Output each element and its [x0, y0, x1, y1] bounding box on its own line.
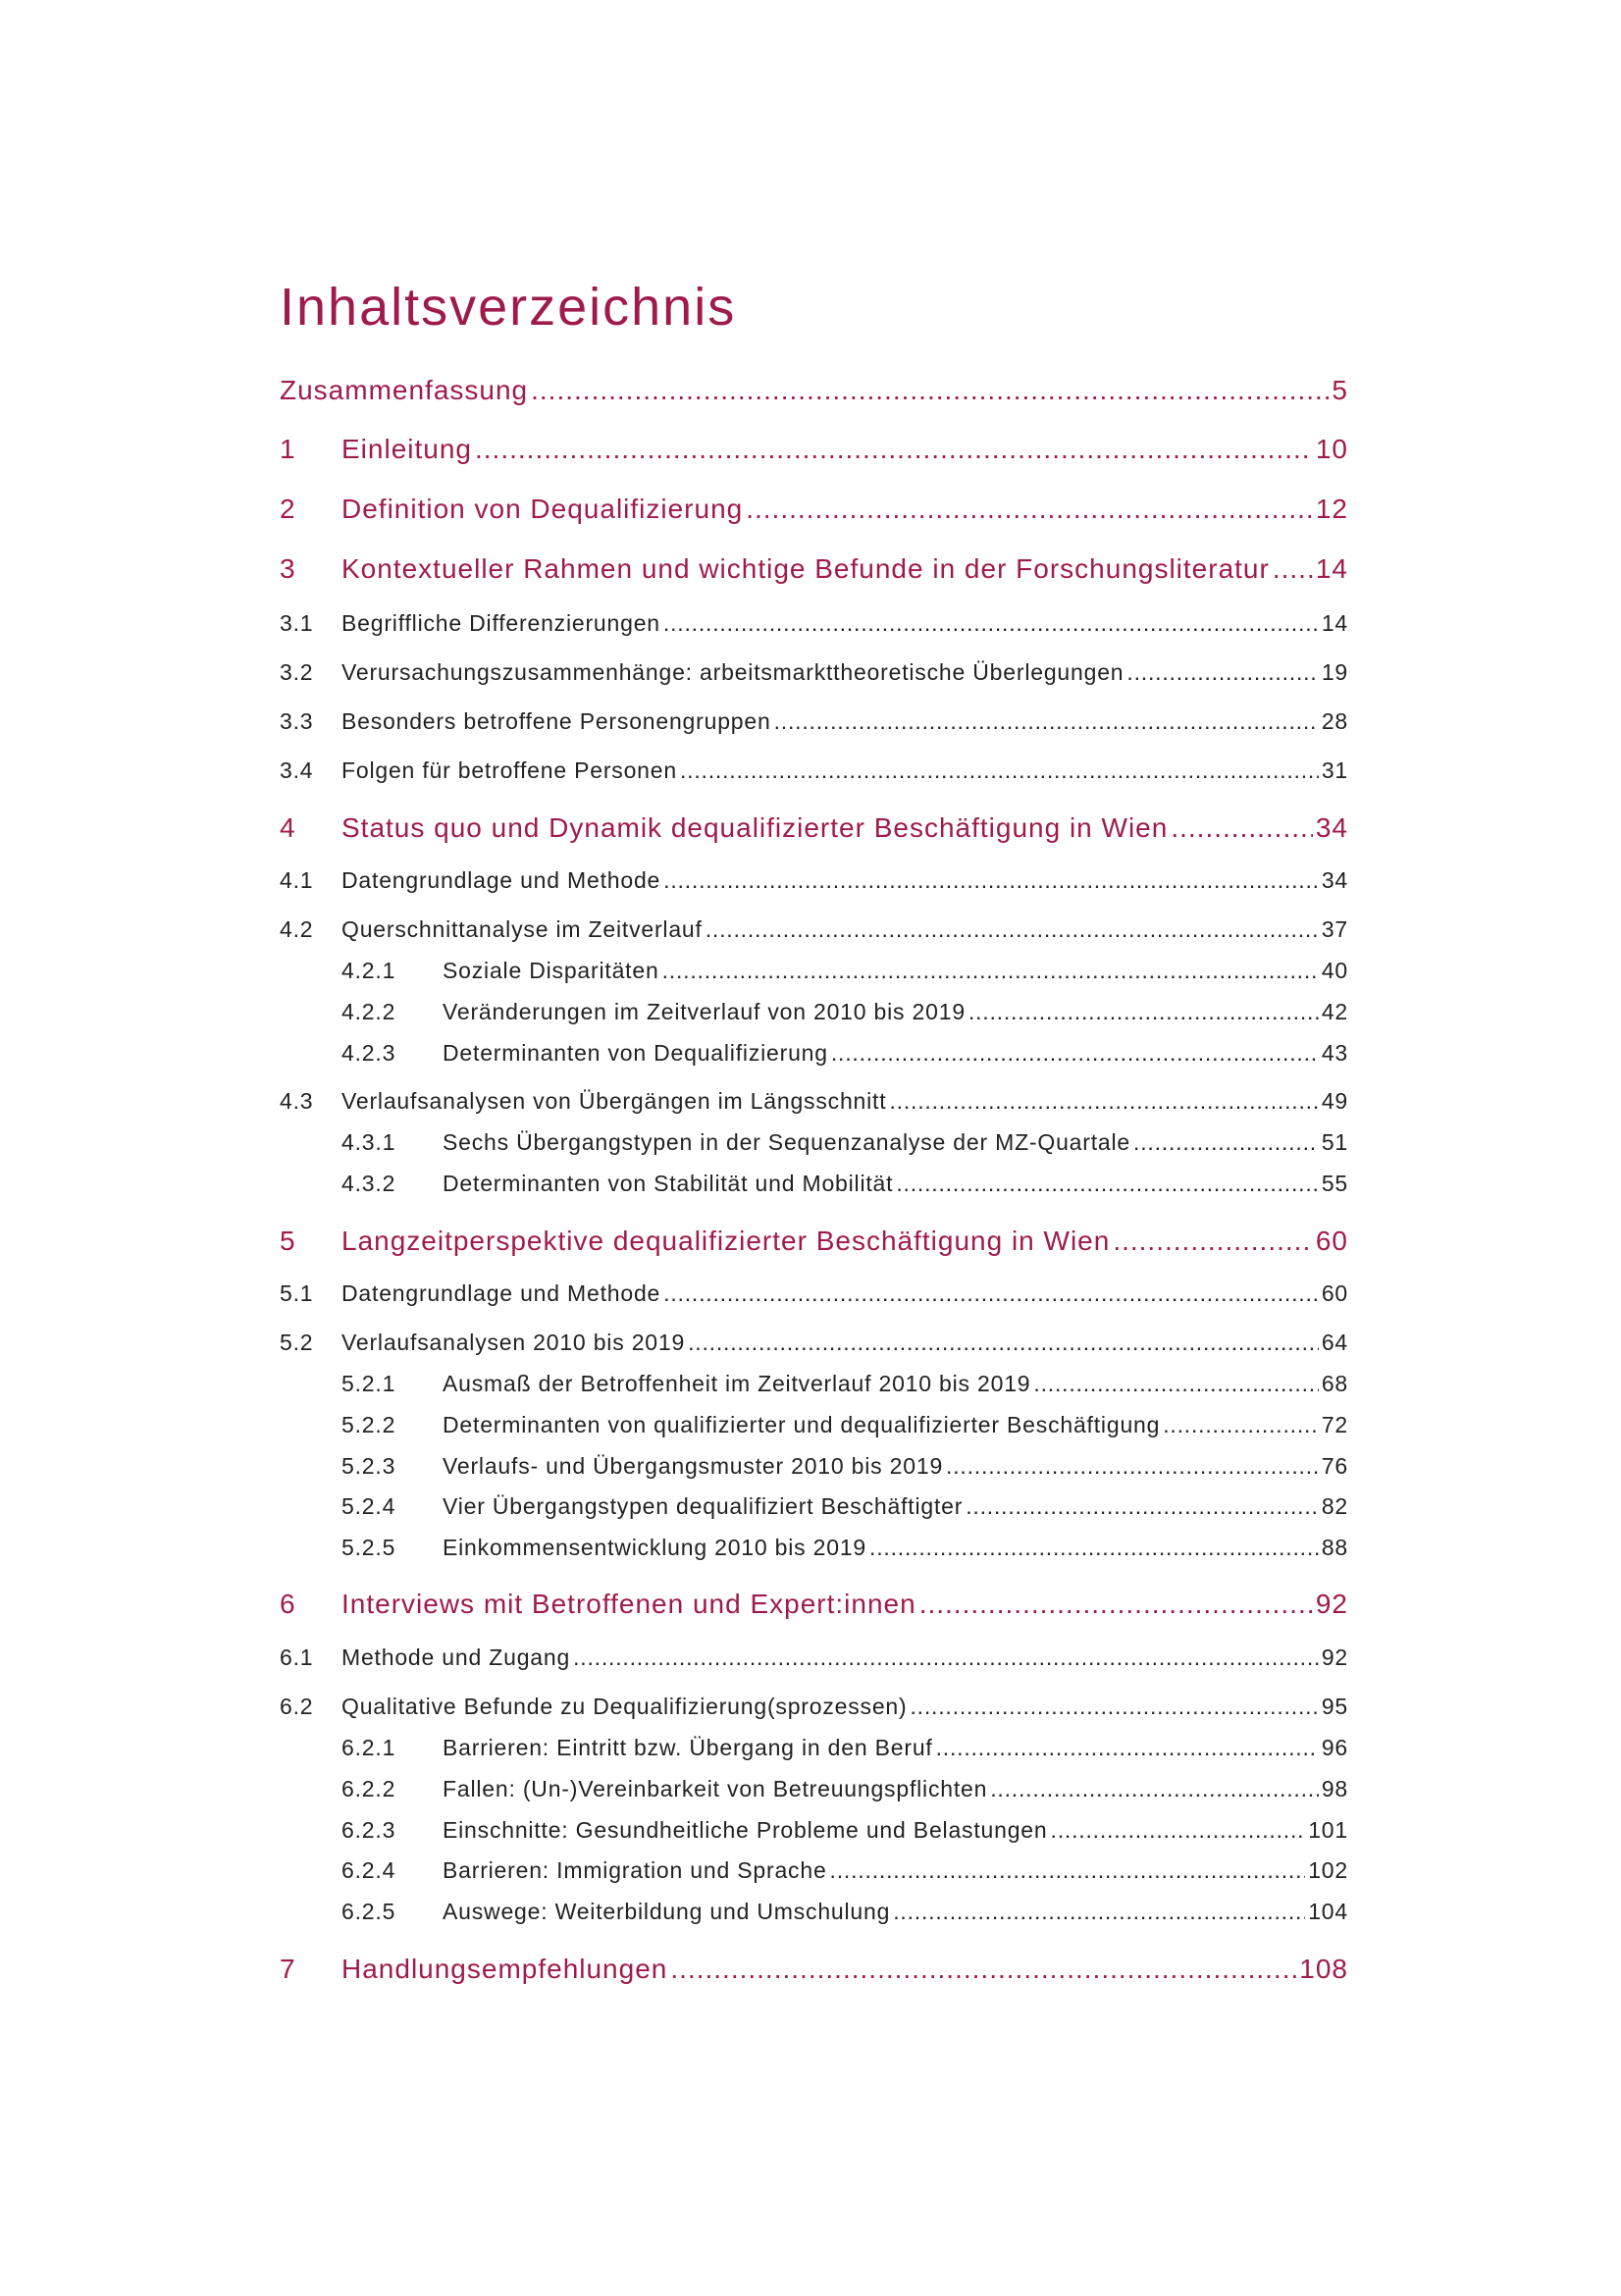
toc-page-number: 88: [1321, 1535, 1348, 1560]
toc-page-number: 82: [1321, 1493, 1348, 1519]
toc-leader: [531, 375, 1329, 406]
toc-entry-number: 3.2: [280, 659, 314, 685]
toc-entry-number: 3.4: [280, 757, 314, 783]
toc-entry-label: Barrieren: Immigration und Sprache: [443, 1857, 827, 1883]
toc-entry-number: 6.2.4: [341, 1857, 396, 1883]
toc-entry-number: 5.1: [280, 1280, 314, 1306]
toc-entry[interactable]: [280, 553, 1348, 585]
toc-entry-label: Zusammenfassung: [280, 375, 529, 405]
toc-entry-label: Verursachungszusammenhänge: arbeitsmarkttheoretische Überlegungen: [341, 659, 1124, 685]
toc-page-number: 92: [1321, 1644, 1348, 1670]
toc-entry-number: 2: [280, 494, 296, 524]
toc-leader: [966, 1493, 1319, 1520]
toc-page-number: 64: [1321, 1330, 1348, 1355]
toc-page-number: 51: [1321, 1129, 1348, 1155]
toc-entry-number: 4.3.2: [341, 1171, 396, 1196]
toc-entry-label: Ausmaß der Betroffenheit im Zeitverlauf 2010 bis 2019: [443, 1371, 1031, 1396]
toc-entry[interactable]: [280, 375, 1348, 406]
toc-leader: [1051, 1817, 1306, 1844]
toc-entry-label: Vier Übergangstypen dequalifiziert Beschäftigter: [443, 1493, 964, 1519]
toc-page-number: 72: [1321, 1412, 1348, 1437]
toc-entry[interactable]: [280, 1040, 1348, 1067]
toc-page-number: 96: [1321, 1735, 1348, 1760]
toc-entry-label: Soziale Disparitäten: [443, 958, 659, 983]
toc-leader: [1163, 1412, 1319, 1438]
toc-entry[interactable]: [280, 1171, 1348, 1197]
toc-leader: [670, 1954, 1296, 1985]
toc-leader: [706, 916, 1319, 943]
toc-page-number: 68: [1321, 1371, 1348, 1396]
toc-page-number: 14: [1315, 553, 1348, 584]
toc-entry-number: 5.2.5: [341, 1535, 396, 1560]
toc-entry-label: Verlaufsanalysen 2010 bis 2019: [341, 1330, 686, 1355]
toc-entry-number: 4: [280, 812, 296, 843]
toc-entry-label: Datengrundlage und Methode: [341, 1280, 661, 1306]
toc-entry-number: 4.2.3: [341, 1040, 396, 1066]
toc-leader: [1126, 659, 1318, 686]
toc-entry-label: Langzeitperspektive dequalifizierter Beschäftigung in Wien: [341, 1226, 1111, 1256]
toc-entry-label: Methode und Zugang: [341, 1644, 571, 1670]
toc-leader: [830, 1857, 1306, 1884]
toc-entry-label: Querschnittanalyse im Zeitverlauf: [341, 916, 703, 942]
toc-leader: [746, 494, 1313, 525]
toc-page-number: 104: [1308, 1899, 1348, 1924]
toc-page-number: 76: [1321, 1453, 1348, 1479]
toc-leader: [946, 1453, 1319, 1480]
toc-page-number: 92: [1315, 1589, 1348, 1619]
toc-entry[interactable]: [280, 916, 1348, 943]
toc-entry-number: 5: [280, 1226, 296, 1256]
toc-page-number: 19: [1321, 659, 1348, 685]
toc-entry[interactable]: [280, 999, 1348, 1025]
toc-entry-label: Qualitative Befunde zu Dequalifizierung(sprozessen): [341, 1694, 908, 1719]
toc-entry[interactable]: [280, 708, 1348, 735]
toc-page-number: 5: [1332, 375, 1348, 405]
toc-page-number: 98: [1321, 1776, 1348, 1801]
toc-entry[interactable]: [280, 1817, 1348, 1844]
toc-page-number: 10: [1315, 434, 1348, 464]
toc-leader: [919, 1589, 1313, 1620]
toc-leader: [1133, 1129, 1319, 1156]
toc-entry-number: 5.2.1: [341, 1371, 396, 1396]
toc-leader: [688, 1330, 1319, 1356]
toc-entry-label: Definition von Dequalifizierung: [341, 494, 744, 524]
toc-entry-number: 6.2.2: [341, 1776, 396, 1801]
toc-leader: [573, 1644, 1319, 1671]
toc-page-number: 14: [1321, 610, 1348, 636]
toc-page-number: 60: [1321, 1280, 1348, 1306]
toc-entry-number: 6.2: [280, 1694, 314, 1719]
toc-leader: [774, 708, 1319, 735]
toc-entry-number: 4.3: [280, 1088, 314, 1114]
toc-leader: [889, 1088, 1318, 1115]
toc-entry[interactable]: [280, 1644, 1348, 1671]
toc-entry-number: 3.3: [280, 708, 314, 734]
page-title: Inhaltsverzeichnis: [280, 278, 737, 337]
toc-entry[interactable]: [280, 1371, 1348, 1397]
toc-entry-number: 6.2.3: [341, 1817, 396, 1843]
toc-page-number: 108: [1299, 1954, 1348, 1984]
toc-entry-number: 5.2.2: [341, 1412, 396, 1437]
toc-entry-label: Verlaufsanalysen von Übergängen im Längsschnitt: [341, 1088, 887, 1114]
toc-page-number: 28: [1321, 708, 1348, 734]
toc-entry-number: 4.2.2: [341, 999, 396, 1024]
toc-entry[interactable]: [280, 1226, 1348, 1257]
toc-entry-label: Sechs Übergangstypen in der Sequenzanalyse der MZ-Quartale: [443, 1129, 1130, 1155]
toc-leader: [910, 1694, 1318, 1720]
toc-entry-label: Verlaufs- und Übergangsmuster 2010 bis 2019: [443, 1453, 944, 1479]
toc-entry[interactable]: [280, 1589, 1348, 1620]
toc-page-number: 34: [1321, 867, 1348, 893]
toc-page-number: 34: [1315, 812, 1348, 843]
toc-entry-number: 4.2: [280, 916, 314, 942]
toc-entry-number: 3: [280, 553, 296, 584]
toc-leader: [896, 1171, 1318, 1197]
toc-entry-label: Veränderungen im Zeitverlauf von 2010 bis 2019: [443, 999, 966, 1024]
toc-entry-label: Determinanten von Dequalifizierung: [443, 1040, 828, 1066]
toc-leader: [1033, 1371, 1318, 1397]
toc-page-number: 60: [1315, 1226, 1348, 1256]
toc-entry-number: 5.2.3: [341, 1453, 396, 1479]
toc-entry[interactable]: [280, 659, 1348, 686]
toc-entry[interactable]: [280, 1899, 1348, 1925]
toc-entry[interactable]: [280, 1954, 1348, 1985]
toc-entry-number: 1: [280, 434, 296, 464]
toc-entry-label: Interviews mit Betroffenen und Expert:innen: [341, 1589, 916, 1619]
toc-entry-label: Datengrundlage und Methode: [341, 867, 661, 893]
toc-leader: [968, 999, 1319, 1025]
toc-entry-number: 6.1: [280, 1644, 314, 1670]
toc-entry-number: 5.2: [280, 1330, 314, 1355]
toc-entry[interactable]: [280, 434, 1348, 465]
toc-leader: [869, 1535, 1319, 1561]
toc-entry[interactable]: [280, 1694, 1348, 1720]
toc-entry[interactable]: [280, 958, 1348, 984]
toc-entry-label: Besonders betroffene Personengruppen: [341, 708, 771, 734]
toc-leader: [831, 1040, 1319, 1067]
toc-page-number: 95: [1321, 1694, 1348, 1719]
toc-entry-number: 6.2.1: [341, 1735, 396, 1760]
toc-entry-label: Status quo und Dynamik dequalifizierter Beschäftigung in Wien: [341, 812, 1169, 843]
toc-leader: [663, 1280, 1319, 1307]
toc-entry[interactable]: [280, 1857, 1348, 1884]
toc-leader: [663, 867, 1319, 894]
toc-entry-label: Determinanten von Stabilität und Mobilität: [443, 1171, 894, 1196]
toc-entry-number: 7: [280, 1954, 296, 1984]
toc-entry-number: 4.2.1: [341, 958, 396, 983]
toc-entry[interactable]: [280, 610, 1348, 637]
toc-entry[interactable]: [280, 1493, 1348, 1520]
toc-leader: [936, 1735, 1319, 1761]
toc-entry[interactable]: [280, 1776, 1348, 1802]
toc-entry-label: Einleitung: [341, 434, 472, 464]
toc-page-number: 101: [1308, 1817, 1348, 1843]
toc-entry[interactable]: [280, 1280, 1348, 1307]
toc-entry[interactable]: [280, 1453, 1348, 1480]
toc-entry-number: 6: [280, 1589, 296, 1619]
toc-page-number: 31: [1321, 757, 1348, 783]
toc-leader: [475, 434, 1313, 465]
toc-page-number: 12: [1315, 494, 1348, 524]
toc-entry-label: Einkommensentwicklung 2010 bis 2019: [443, 1535, 867, 1560]
toc-entry[interactable]: [280, 1330, 1348, 1356]
toc-entry[interactable]: [280, 1129, 1348, 1156]
toc-entry-number: 3.1: [280, 610, 314, 636]
toc-entry-label: Einschnitte: Gesundheitliche Probleme und Belastungen: [443, 1817, 1048, 1843]
toc-entry-label: Fallen: (Un-)Vereinbarkeit von Betreuungspflichten: [443, 1776, 988, 1801]
toc-leader: [663, 610, 1319, 637]
toc-leader: [990, 1776, 1319, 1802]
toc-entry[interactable]: [280, 867, 1348, 894]
toc-entry-label: Handlungsempfehlungen: [341, 1954, 668, 1984]
toc-entry[interactable]: [280, 1412, 1348, 1438]
toc-page-number: 49: [1321, 1088, 1348, 1114]
toc-page-number: 37: [1321, 916, 1348, 942]
toc-entry[interactable]: [280, 1088, 1348, 1115]
toc-entry-label: Begriffliche Differenzierungen: [341, 610, 660, 636]
toc-leader: [662, 958, 1319, 984]
toc-entry-number: 4.3.1: [341, 1129, 396, 1155]
toc-entry[interactable]: [280, 494, 1348, 525]
toc-leader: [680, 757, 1319, 784]
toc-leader: [1273, 553, 1313, 585]
toc-entry-label: Barrieren: Eintritt bzw. Übergang in den Beruf: [443, 1735, 933, 1760]
toc-entry-number: 5.2.4: [341, 1493, 396, 1519]
toc-page-number: 43: [1321, 1040, 1348, 1066]
toc-entry-label: Determinanten von qualifizierter und dequalifizierter Beschäftigung: [443, 1412, 1161, 1437]
toc-entry-number: 6.2.5: [341, 1899, 396, 1924]
toc-entry-label: Folgen für betroffene Personen: [341, 757, 677, 783]
toc-page-number: 40: [1321, 958, 1348, 983]
toc-entry-label: Auswege: Weiterbildung und Umschulung: [443, 1899, 891, 1924]
toc-entry[interactable]: [280, 1535, 1348, 1561]
toc-leader: [1171, 812, 1313, 844]
toc-entry[interactable]: [280, 1735, 1348, 1761]
toc-entry[interactable]: [280, 812, 1348, 844]
toc-leader: [893, 1899, 1305, 1925]
toc-entry[interactable]: [280, 757, 1348, 784]
toc-leader: [1113, 1226, 1313, 1257]
toc-entry-label: Kontextueller Rahmen und wichtige Befunde in der Forschungsliteratur: [341, 553, 1270, 584]
toc-page-number: 42: [1321, 999, 1348, 1024]
toc-entry-number: 4.1: [280, 867, 314, 893]
toc-page-number: 55: [1321, 1171, 1348, 1196]
toc-page-number: 102: [1308, 1857, 1348, 1883]
